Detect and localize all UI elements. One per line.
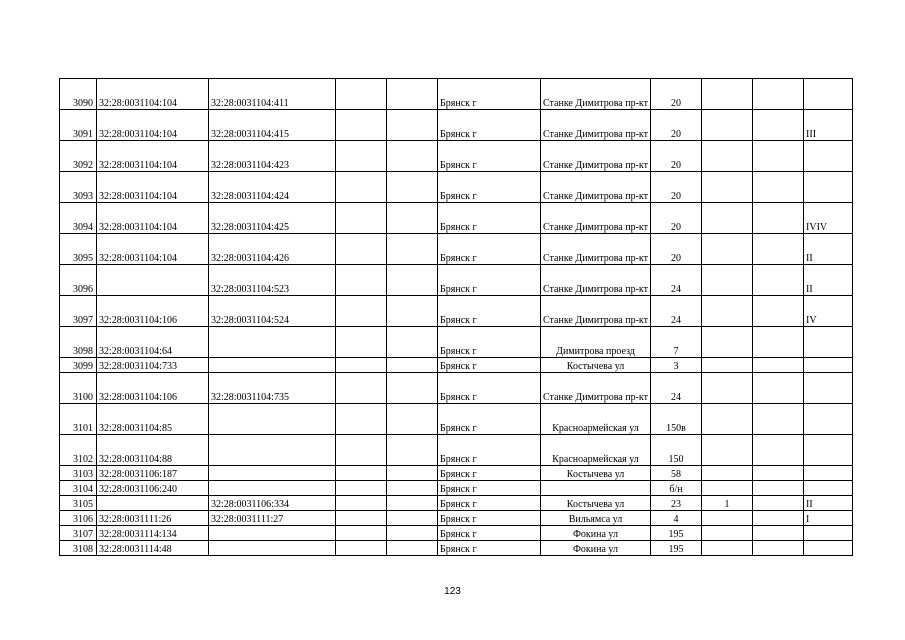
row-number: 3100 bbox=[60, 373, 97, 404]
value-cell bbox=[753, 404, 804, 435]
cadastral-number-1: 32:28:0031106:240 bbox=[97, 481, 209, 496]
value-cell bbox=[753, 481, 804, 496]
street-cell: Вильямса ул bbox=[541, 511, 651, 526]
empty-cell bbox=[336, 265, 387, 296]
category-cell bbox=[804, 404, 853, 435]
empty-cell bbox=[387, 526, 438, 541]
table-row bbox=[60, 526, 853, 541]
row-number: 3106 bbox=[60, 511, 97, 526]
cadastral-number-1: 32:28:0031104:104 bbox=[97, 79, 209, 110]
city-cell: Брянск г bbox=[438, 265, 541, 296]
value-cell bbox=[753, 327, 804, 358]
row-number: 3101 bbox=[60, 404, 97, 435]
empty-cell bbox=[336, 526, 387, 541]
row-number: 3107 bbox=[60, 526, 97, 541]
cadastral-number-1: 32:28:0031104:85 bbox=[97, 404, 209, 435]
value-cell bbox=[753, 296, 804, 327]
row-number: 3105 bbox=[60, 496, 97, 511]
cadastral-number-2: 32:28:0031104:523 bbox=[209, 265, 336, 296]
table-row bbox=[60, 496, 853, 511]
empty-cell bbox=[387, 435, 438, 466]
city-cell: Брянск г bbox=[438, 481, 541, 496]
street-cell: Станке Димитрова пр-кт bbox=[541, 265, 651, 296]
table-row bbox=[60, 404, 853, 435]
empty-cell bbox=[387, 110, 438, 141]
table-row bbox=[60, 541, 853, 556]
empty-cell bbox=[336, 234, 387, 265]
house-cell: 195 bbox=[651, 541, 702, 556]
table-row bbox=[60, 481, 853, 496]
cadastral-number-1: 32:28:0031104:88 bbox=[97, 435, 209, 466]
city-cell: Брянск г bbox=[438, 541, 541, 556]
category-cell bbox=[804, 541, 853, 556]
cadastral-number-1: 32:28:0031104:104 bbox=[97, 172, 209, 203]
cadastral-number-2: 32:28:0031111:27 bbox=[209, 511, 336, 526]
city-cell: Брянск г bbox=[438, 526, 541, 541]
empty-cell bbox=[336, 141, 387, 172]
city-cell: Брянск г bbox=[438, 110, 541, 141]
empty-cell bbox=[387, 141, 438, 172]
value-cell bbox=[702, 141, 753, 172]
house-cell: 24 bbox=[651, 373, 702, 404]
city-cell: Брянск г bbox=[438, 358, 541, 373]
category-cell bbox=[804, 373, 853, 404]
cadastral-number-2 bbox=[209, 481, 336, 496]
cadastral-number-2 bbox=[209, 327, 336, 358]
street-cell: Станке Димитрова пр-кт bbox=[541, 172, 651, 203]
cadastral-number-1: 32:28:0031111:26 bbox=[97, 511, 209, 526]
empty-cell bbox=[387, 541, 438, 556]
cadastral-number-1: 32:28:0031104:104 bbox=[97, 141, 209, 172]
table-row bbox=[60, 172, 853, 203]
house-cell: 58 bbox=[651, 466, 702, 481]
city-cell: Брянск г bbox=[438, 327, 541, 358]
table-row bbox=[60, 203, 853, 234]
empty-cell bbox=[387, 481, 438, 496]
street-cell: Станке Димитрова пр-кт bbox=[541, 141, 651, 172]
value-cell bbox=[702, 526, 753, 541]
house-cell: 3 bbox=[651, 358, 702, 373]
row-number: 3095 bbox=[60, 234, 97, 265]
house-cell: 20 bbox=[651, 203, 702, 234]
row-number: 3102 bbox=[60, 435, 97, 466]
value-cell bbox=[702, 327, 753, 358]
street-cell: Станке Димитрова пр-кт bbox=[541, 234, 651, 265]
empty-cell bbox=[336, 79, 387, 110]
empty-cell bbox=[336, 481, 387, 496]
value-cell bbox=[702, 79, 753, 110]
registry-table bbox=[59, 78, 853, 556]
city-cell: Брянск г bbox=[438, 435, 541, 466]
table-row bbox=[60, 79, 853, 110]
cadastral-number-2 bbox=[209, 404, 336, 435]
street-cell: Станке Димитрова пр-кт bbox=[541, 203, 651, 234]
table-row bbox=[60, 435, 853, 466]
value-cell bbox=[753, 373, 804, 404]
empty-cell bbox=[336, 496, 387, 511]
street-cell: Костычева ул bbox=[541, 466, 651, 481]
cadastral-number-1: 32:28:0031104:64 bbox=[97, 327, 209, 358]
cadastral-number-1 bbox=[97, 265, 209, 296]
house-cell: 4 bbox=[651, 511, 702, 526]
street-cell: Фокина ул bbox=[541, 526, 651, 541]
value-cell bbox=[702, 265, 753, 296]
street-cell: Красноармейская ул bbox=[541, 435, 651, 466]
empty-cell bbox=[387, 296, 438, 327]
street-cell bbox=[541, 481, 651, 496]
value-cell bbox=[753, 141, 804, 172]
city-cell: Брянск г bbox=[438, 79, 541, 110]
house-cell: 20 bbox=[651, 110, 702, 141]
row-number: 3099 bbox=[60, 358, 97, 373]
row-number: 3096 bbox=[60, 265, 97, 296]
table-row bbox=[60, 141, 853, 172]
category-cell bbox=[804, 526, 853, 541]
value-cell bbox=[702, 358, 753, 373]
value-cell bbox=[702, 481, 753, 496]
value-cell bbox=[753, 265, 804, 296]
empty-cell bbox=[387, 265, 438, 296]
empty-cell bbox=[336, 172, 387, 203]
house-cell: 20 bbox=[651, 79, 702, 110]
category-cell bbox=[804, 466, 853, 481]
cadastral-number-2: 32:28:0031104:423 bbox=[209, 141, 336, 172]
value-cell bbox=[702, 466, 753, 481]
city-cell: Брянск г bbox=[438, 172, 541, 203]
category-cell bbox=[804, 327, 853, 358]
empty-cell bbox=[336, 327, 387, 358]
value-cell bbox=[753, 79, 804, 110]
empty-cell bbox=[387, 496, 438, 511]
empty-cell bbox=[387, 466, 438, 481]
city-cell: Брянск г bbox=[438, 511, 541, 526]
value-cell bbox=[753, 172, 804, 203]
house-cell: 24 bbox=[651, 296, 702, 327]
empty-cell bbox=[336, 511, 387, 526]
value-cell bbox=[702, 296, 753, 327]
street-cell: Станке Димитрова пр-кт bbox=[541, 373, 651, 404]
value-cell: 1 bbox=[702, 496, 753, 511]
value-cell bbox=[753, 358, 804, 373]
category-cell bbox=[804, 481, 853, 496]
table-row bbox=[60, 296, 853, 327]
house-cell: 150 bbox=[651, 435, 702, 466]
table-row bbox=[60, 358, 853, 373]
table-row bbox=[60, 110, 853, 141]
category-cell bbox=[804, 435, 853, 466]
cadastral-number-1: 32:28:0031104:733 bbox=[97, 358, 209, 373]
category-cell: II bbox=[804, 496, 853, 511]
row-number: 3093 bbox=[60, 172, 97, 203]
empty-cell bbox=[387, 327, 438, 358]
value-cell bbox=[702, 511, 753, 526]
cadastral-number-2: 32:28:0031104:735 bbox=[209, 373, 336, 404]
house-cell: б/н bbox=[651, 481, 702, 496]
value-cell bbox=[753, 526, 804, 541]
row-number: 3094 bbox=[60, 203, 97, 234]
house-cell: 20 bbox=[651, 141, 702, 172]
empty-cell bbox=[336, 373, 387, 404]
empty-cell bbox=[336, 466, 387, 481]
empty-cell bbox=[387, 203, 438, 234]
street-cell: Костычева ул bbox=[541, 496, 651, 511]
row-number: 3098 bbox=[60, 327, 97, 358]
cadastral-number-1: 32:28:0031104:106 bbox=[97, 296, 209, 327]
city-cell: Брянск г bbox=[438, 373, 541, 404]
value-cell bbox=[753, 203, 804, 234]
house-cell: 20 bbox=[651, 234, 702, 265]
empty-cell bbox=[387, 172, 438, 203]
value-cell bbox=[753, 541, 804, 556]
house-cell: 24 bbox=[651, 265, 702, 296]
empty-cell bbox=[336, 358, 387, 373]
category-cell bbox=[804, 358, 853, 373]
table-body bbox=[60, 79, 853, 556]
city-cell: Брянск г bbox=[438, 203, 541, 234]
row-number: 3103 bbox=[60, 466, 97, 481]
cadastral-number-2: 32:28:0031106:334 bbox=[209, 496, 336, 511]
row-number: 3097 bbox=[60, 296, 97, 327]
cadastral-number-2: 32:28:0031104:425 bbox=[209, 203, 336, 234]
empty-cell bbox=[387, 358, 438, 373]
row-number: 3108 bbox=[60, 541, 97, 556]
street-cell: Димитрова проезд bbox=[541, 327, 651, 358]
value-cell bbox=[753, 496, 804, 511]
house-cell: 195 bbox=[651, 526, 702, 541]
empty-cell bbox=[336, 203, 387, 234]
category-cell: I bbox=[804, 511, 853, 526]
value-cell bbox=[702, 435, 753, 466]
value-cell bbox=[753, 511, 804, 526]
value-cell bbox=[753, 110, 804, 141]
city-cell: Брянск г bbox=[438, 466, 541, 481]
row-number: 3104 bbox=[60, 481, 97, 496]
value-cell bbox=[702, 234, 753, 265]
house-cell: 23 bbox=[651, 496, 702, 511]
cadastral-number-1: 32:28:0031104:106 bbox=[97, 373, 209, 404]
empty-cell bbox=[387, 234, 438, 265]
row-number: 3091 bbox=[60, 110, 97, 141]
cadastral-number-1: 32:28:0031104:104 bbox=[97, 110, 209, 141]
cadastral-number-1: 32:28:0031106:187 bbox=[97, 466, 209, 481]
empty-cell bbox=[387, 373, 438, 404]
value-cell bbox=[702, 404, 753, 435]
value-cell bbox=[702, 110, 753, 141]
empty-cell bbox=[387, 404, 438, 435]
category-cell: II bbox=[804, 234, 853, 265]
cadastral-number-2: 32:28:0031104:524 bbox=[209, 296, 336, 327]
empty-cell bbox=[387, 79, 438, 110]
house-cell: 20 bbox=[651, 172, 702, 203]
empty-cell bbox=[336, 296, 387, 327]
cadastral-number-2 bbox=[209, 435, 336, 466]
table-row bbox=[60, 327, 853, 358]
value-cell bbox=[753, 466, 804, 481]
street-cell: Станке Димитрова пр-кт bbox=[541, 79, 651, 110]
value-cell bbox=[753, 435, 804, 466]
empty-cell bbox=[336, 404, 387, 435]
table-row bbox=[60, 234, 853, 265]
value-cell bbox=[702, 203, 753, 234]
page-number: 123 bbox=[444, 586, 461, 597]
category-cell: IV bbox=[804, 296, 853, 327]
empty-cell bbox=[336, 541, 387, 556]
cadastral-number-1: 32:28:0031114:134 bbox=[97, 526, 209, 541]
category-cell: II bbox=[804, 265, 853, 296]
empty-cell bbox=[336, 110, 387, 141]
cadastral-number-1: 32:28:0031104:104 bbox=[97, 234, 209, 265]
city-cell: Брянск г bbox=[438, 296, 541, 327]
cadastral-number-2: 32:28:0031104:411 bbox=[209, 79, 336, 110]
house-cell: 150в bbox=[651, 404, 702, 435]
row-number: 3090 bbox=[60, 79, 97, 110]
street-cell: Станке Димитрова пр-кт bbox=[541, 110, 651, 141]
cadastral-number-2 bbox=[209, 526, 336, 541]
cadastral-number-1: 32:28:0031104:104 bbox=[97, 203, 209, 234]
street-cell: Костычева ул bbox=[541, 358, 651, 373]
value-cell bbox=[702, 172, 753, 203]
cadastral-number-1 bbox=[97, 496, 209, 511]
table-row bbox=[60, 511, 853, 526]
row-number: 3092 bbox=[60, 141, 97, 172]
category-cell bbox=[804, 141, 853, 172]
cadastral-number-2: 32:28:0031104:415 bbox=[209, 110, 336, 141]
city-cell: Брянск г bbox=[438, 496, 541, 511]
street-cell: Красноармейская ул bbox=[541, 404, 651, 435]
city-cell: Брянск г bbox=[438, 234, 541, 265]
street-cell: Станке Димитрова пр-кт bbox=[541, 296, 651, 327]
city-cell: Брянск г bbox=[438, 141, 541, 172]
cadastral-number-2: 32:28:0031104:424 bbox=[209, 172, 336, 203]
empty-cell bbox=[336, 435, 387, 466]
value-cell bbox=[753, 234, 804, 265]
cadastral-number-2: 32:28:0031104:426 bbox=[209, 234, 336, 265]
cadastral-number-1: 32:28:0031114:48 bbox=[97, 541, 209, 556]
street-cell: Фокина ул bbox=[541, 541, 651, 556]
table-row bbox=[60, 466, 853, 481]
house-cell: 7 bbox=[651, 327, 702, 358]
category-cell bbox=[804, 172, 853, 203]
cadastral-number-2 bbox=[209, 358, 336, 373]
value-cell bbox=[702, 541, 753, 556]
empty-cell bbox=[387, 511, 438, 526]
category-cell: III bbox=[804, 110, 853, 141]
table-row bbox=[60, 265, 853, 296]
city-cell: Брянск г bbox=[438, 404, 541, 435]
cadastral-number-2 bbox=[209, 466, 336, 481]
table-row bbox=[60, 373, 853, 404]
value-cell bbox=[702, 373, 753, 404]
cadastral-number-2 bbox=[209, 541, 336, 556]
category-cell bbox=[804, 79, 853, 110]
category-cell: IVIV bbox=[804, 203, 853, 234]
